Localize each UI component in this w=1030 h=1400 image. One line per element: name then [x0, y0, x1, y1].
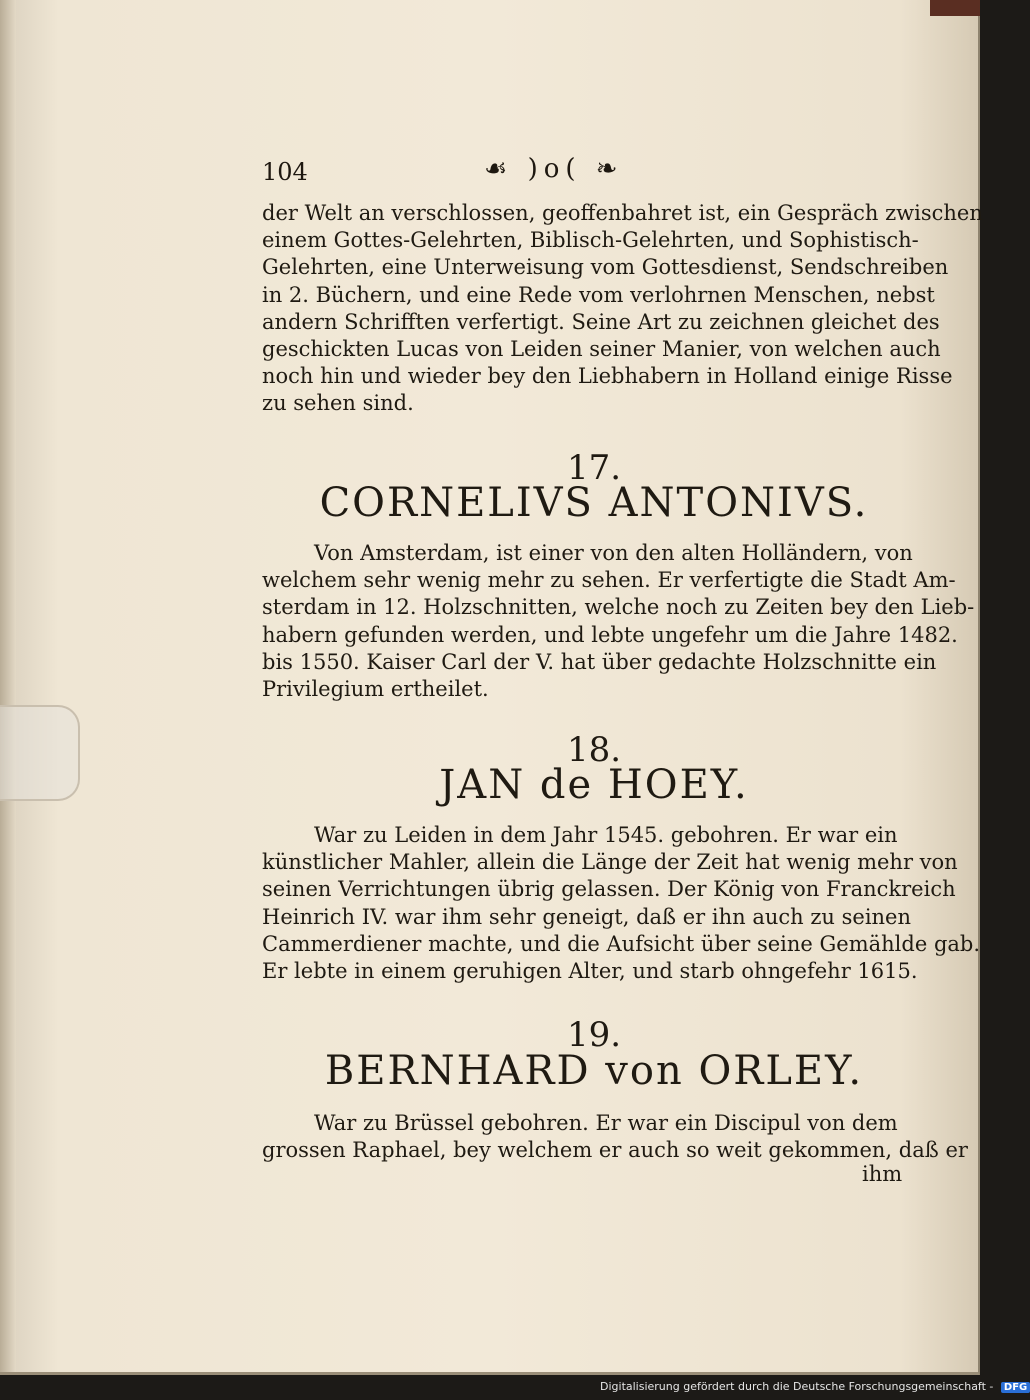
text-line: künstlicher Mahler, allein die Länge der Zeit hat wenig mehr von — [262, 850, 958, 875]
text-line: Privilegium ertheilet. — [262, 677, 489, 702]
section-paragraph — [262, 1110, 968, 1164]
binding-strip — [930, 0, 980, 16]
section-number: 18. — [566, 730, 622, 770]
text-line: noch hin und wieder bey den Liebhabern in Holland einige Risse — [262, 364, 953, 389]
text-line: grossen Raphael, bey welchem er auch so weit gekommen, daß er — [262, 1138, 968, 1163]
section-number: 17. — [566, 448, 622, 488]
text-line: seinen Verrichtungen übrig gelassen. Der König von Franckreich — [262, 877, 956, 902]
section-heading: CORNELIVS ANTONIVS. — [319, 480, 869, 526]
digitization-footer — [600, 1380, 1028, 1398]
section-number: 19. — [566, 1015, 622, 1055]
text-line: Gelehrten, eine Unterweisung vom Gottesdienst, Sendschreiben — [262, 255, 949, 280]
text-line: sterdam in 12. Holzschnitten, welche noch zu Zeiten bey den Lieb- — [262, 595, 975, 620]
section-paragraph — [262, 822, 981, 985]
page-gutter-edge — [0, 0, 16, 1372]
text-line: Heinrich IV. war ihm sehr geneigt, daß er ihn auch zu seinen — [262, 904, 912, 929]
text-line: in 2. Büchern, und eine Rede vom verlohrnen Menschen, nebst — [262, 282, 935, 307]
text-line: War zu Brüssel gebohren. Er war ein Discipul von dem — [314, 1111, 898, 1135]
text-line: Cammerdiener machte, und die Aufsicht über seine Gemählde gab. — [262, 931, 981, 956]
text-line: geschickten Lucas von Leiden seiner Manier, von welchen auch — [262, 337, 941, 362]
text-line: Er lebte in einem geruhigen Alter, und starb ohngefehr 1615. — [262, 959, 918, 984]
text-line: zu sehen sind. — [262, 391, 414, 416]
intro-paragraph — [262, 200, 983, 418]
text-line: welchem sehr wenig mehr zu sehen. Er verfertigte die Stadt Am- — [262, 568, 956, 593]
text-line: bis 1550. Kaiser Carl der V. hat über gedachte Holzschnitte ein — [262, 649, 937, 674]
section-paragraph — [262, 540, 975, 703]
ornament-divider: ☙ )o( ❧ — [484, 154, 624, 184]
catchword: ihm — [862, 1162, 903, 1186]
text-line: der Welt an verschlossen, geoffenbahret ist, ein Gespräch zwischen — [262, 201, 983, 225]
running-head — [262, 152, 922, 192]
page-number: 104 — [262, 158, 308, 186]
text-line: habern gefunden werden, und lebte ungefehr um die Jahre 1482. — [262, 622, 958, 647]
section-heading: JAN de HOEY. — [439, 762, 749, 808]
page-bookmark — [0, 705, 80, 801]
text-line: andern Schrifften verfertigt. Seine Art zu zeichnen gleichet des — [262, 309, 940, 334]
section-heading: BERNHARD von ORLEY. — [324, 1048, 864, 1094]
dfg-logo-icon: DFG — [1001, 1382, 1030, 1393]
footer-text: Digitalisierung gefördert durch die Deutsche Forschungsgemeinschaft - — [600, 1380, 994, 1393]
text-line: Von Amsterdam, ist einer von den alten Holländern, von — [314, 541, 913, 565]
text-line: War zu Leiden in dem Jahr 1545. gebohren. Er war ein — [314, 823, 898, 847]
text-line: einem Gottes-Gelehrten, Biblisch-Gelehrten, und Sophistisch- — [262, 228, 919, 253]
